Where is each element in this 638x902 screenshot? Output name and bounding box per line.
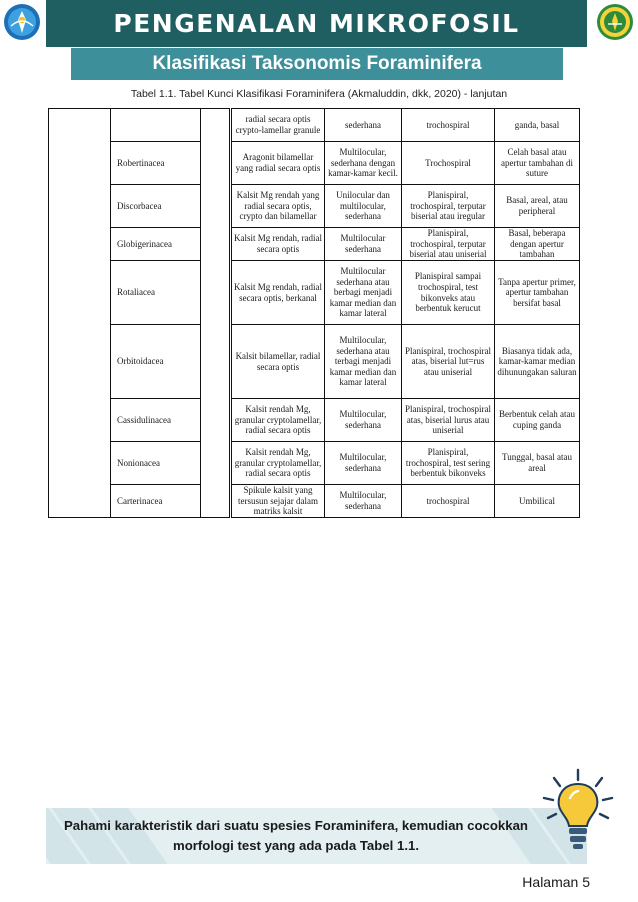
wall-composition: Kalsit Mg rendah yang radial secara optis, crypto dan bilamellar xyxy=(231,185,325,228)
chamber-arrangement: Planispiral, trochospiral, terputar biserial atau iregular xyxy=(402,185,495,228)
university-emblem-icon xyxy=(595,2,635,42)
table-row xyxy=(49,325,580,399)
superfamily-name: Orbitoidacea xyxy=(111,325,201,399)
chamber-type: Unilocular dan multilocular, sederhana xyxy=(325,185,402,228)
chamber-type: Multilocular sederhana atau berbagi menjadi kamar median dan kamar lateral xyxy=(325,261,402,325)
chamber-type: Multilocular, sederhana xyxy=(325,485,402,518)
superfamily-name: Nonionacea xyxy=(111,442,201,485)
wall-composition: Kalsit Mg rendah, radial secara optis xyxy=(231,228,325,261)
wall-composition: Aragonit bilamellar yang radial secara optis xyxy=(231,142,325,185)
aperture: Basal, beberapa dengan apertur tambahan xyxy=(495,228,580,261)
chamber-type: Multilocular, sederhana dengan kamar-kamar kecil. xyxy=(325,142,402,185)
table-row xyxy=(49,185,580,228)
aperture: Basal, areal, atau peripheral xyxy=(495,185,580,228)
spacer-column xyxy=(201,109,231,518)
chamber-type: Multilocular, sederhana atau terbagi menjadi kamar median dan kamar lateral xyxy=(325,325,402,399)
table-caption: Tabel 1.1. Tabel Kunci Klasifikasi Foraminifera (Akmaluddin, dkk, 2020) - lanjutan xyxy=(130,88,508,100)
table-row xyxy=(49,261,580,325)
chamber-arrangement: Planispiral, trochospiral, terputar biserial atau uniserial xyxy=(402,228,495,261)
chamber-type: Multilocular sederhana xyxy=(325,228,402,261)
chamber-type: Multilocular, sederhana xyxy=(325,442,402,485)
table-row xyxy=(49,485,580,518)
section-subtitle: Klasifikasi Taksonomis Foraminifera xyxy=(71,48,563,80)
instruction-text: Pahami karakteristik dari suatu spesies Foraminifera, kemudian cocokkan morfologi test yang ada pada Tabel 1.1. xyxy=(64,818,528,853)
superfamily-name: Discorbacea xyxy=(111,185,201,228)
chamber-arrangement: Planispiral, trochospiral, test sering berbentuk bikonveks xyxy=(402,442,495,485)
tut-wuri-handayani-logo-icon xyxy=(2,2,42,42)
page-number: Halaman 5 xyxy=(522,874,590,890)
aperture: ganda, basal xyxy=(495,109,580,142)
superfamily-name: Globigerinacea xyxy=(111,228,201,261)
aperture: Umbilical xyxy=(495,485,580,518)
wall-composition: Kalsit rendah Mg, granular cryptolamellar, radial secara optis xyxy=(231,399,325,442)
chamber-type: Multilocular, sederhana xyxy=(325,399,402,442)
light-bulb-icon xyxy=(540,768,616,852)
table-row xyxy=(49,399,580,442)
chamber-arrangement: Planispiral, trochospiral atas, biserial lut=rus atau uniserial xyxy=(402,325,495,399)
chamber-arrangement: trochospiral xyxy=(402,485,495,518)
chamber-arrangement: Trochospiral xyxy=(402,142,495,185)
page-title: PENGENALAN MIKROFOSIL xyxy=(113,9,520,38)
wall-composition: Kalsit bilamellar, radial secara optis xyxy=(231,325,325,399)
classification-key-table xyxy=(48,108,580,518)
aperture: Tanpa apertur primer, apertur tambahan bersifat basal xyxy=(495,261,580,325)
table-row xyxy=(49,142,580,185)
wall-composition: Kalsit Mg rendah, radial secara optis, berkanal xyxy=(231,261,325,325)
superfamily-name: Cassidulinacea xyxy=(111,399,201,442)
chamber-type: sederhana xyxy=(325,109,402,142)
aperture: Celah basal atau apertur tambahan di suture xyxy=(495,142,580,185)
wall-composition: radial secara optis crypto-lamellar granule xyxy=(231,109,325,142)
chamber-arrangement: Planispiral sampai trochospiral, test bikonveks atau berbentuk kerucut xyxy=(402,261,495,325)
wall-composition: Kalsit rendah Mg, granular cryptolamellar, radial secara optis xyxy=(231,442,325,485)
superfamily-name: Rotaliacea xyxy=(111,261,201,325)
superfamily-name: Carterinacea xyxy=(111,485,201,518)
table-row xyxy=(49,228,580,261)
chamber-arrangement: Planispiral, trochospiral atas, biserial lurus atau uniserial xyxy=(402,399,495,442)
aperture: Tunggal, basal atau areal xyxy=(495,442,580,485)
aperture: Berbentuk celah atau cuping ganda xyxy=(495,399,580,442)
aperture: Biasanya tidak ada, kamar-kamar median dihunungakan saluran xyxy=(495,325,580,399)
wall-composition: Spikule kalsit yang tersusun sejajar dalam matriks kalsit xyxy=(231,485,325,518)
superfamily-group-cell xyxy=(49,109,111,518)
chamber-arrangement: trochospiral xyxy=(402,109,495,142)
superfamily-name: Robertinacea xyxy=(111,142,201,185)
superfamily-name xyxy=(111,109,201,142)
table-row xyxy=(49,442,580,485)
table-row xyxy=(49,109,580,142)
